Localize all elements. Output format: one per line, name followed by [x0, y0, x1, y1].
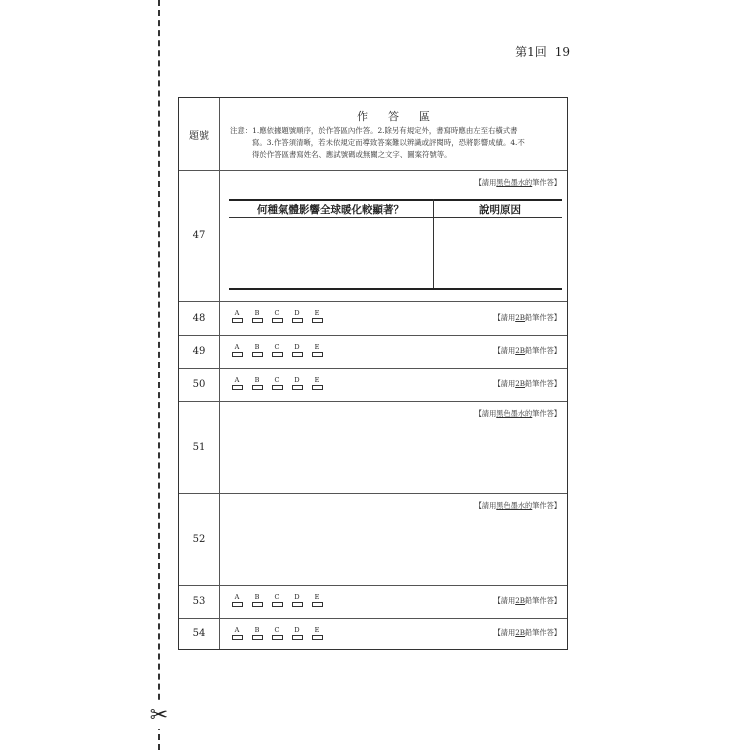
bubble-c[interactable]: C	[271, 344, 283, 357]
section-label: 第1回	[515, 45, 547, 59]
question-row-53	[179, 585, 567, 619]
question-number: 48	[179, 301, 220, 335]
bubble-b[interactable]: B	[251, 344, 263, 357]
instructions-line-1: 注意：1.應依據題號順序，於作答區內作答。2.除另有規定外，書寫時應由左至右橫式書	[230, 126, 518, 135]
bubble-d[interactable]: D	[291, 377, 303, 390]
bubble-a[interactable]: A	[231, 627, 243, 640]
scissors-icon: ✂	[146, 703, 172, 729]
bubble-e[interactable]: E	[311, 344, 323, 357]
question-row-54	[179, 618, 567, 649]
bubble-a[interactable]: A	[231, 377, 243, 390]
question-row-52	[179, 493, 567, 586]
question-row-47	[179, 170, 567, 302]
pencil-instruction: 【請用2B鉛筆作答】	[493, 596, 561, 605]
pencil-instruction: 【請用2B鉛筆作答】	[493, 346, 561, 355]
bubble-e[interactable]: E	[311, 310, 323, 323]
answer-sheet	[178, 97, 568, 650]
bubble-b[interactable]: B	[251, 377, 263, 390]
instructions-line-2: 寫。3.作答須清晰，若未依規定而導致答案難以辨識或評閱時，恐將影響成績。4.不	[252, 138, 525, 148]
choice-bubbles[interactable]	[231, 627, 323, 640]
q51-answer-area[interactable]	[220, 401, 567, 493]
pencil-instruction: 【請用2B鉛筆作答】	[493, 313, 561, 322]
question-row-50	[179, 368, 567, 402]
q47-answer-table[interactable]	[229, 199, 562, 290]
num-header: 題號	[179, 98, 220, 170]
question-number: 50	[179, 368, 220, 401]
bubble-b[interactable]: B	[251, 310, 263, 323]
bubble-d[interactable]: D	[291, 310, 303, 323]
choice-bubbles[interactable]	[231, 310, 323, 323]
page-header	[515, 43, 570, 60]
q47-column-2-header: 說明原因	[479, 204, 521, 216]
page-number: 19	[554, 45, 570, 59]
question-number: 49	[179, 335, 220, 368]
bubble-a[interactable]: A	[231, 594, 243, 607]
ink-instruction: 【請用黑色墨水的筆作答】	[474, 501, 561, 510]
bubble-d[interactable]: D	[291, 594, 303, 607]
bubble-e[interactable]: E	[311, 377, 323, 390]
bubble-c[interactable]: C	[271, 377, 283, 390]
bubble-a[interactable]: A	[231, 310, 243, 323]
pencil-instruction: 【請用2B鉛筆作答】	[493, 379, 561, 388]
q52-answer-area[interactable]	[220, 493, 567, 585]
bubble-c[interactable]: C	[271, 594, 283, 607]
choice-bubbles[interactable]	[231, 377, 323, 390]
instructions	[230, 125, 561, 162]
instructions-line-3: 得於作答區書寫姓名、應試號碼或無關之文字、圖案符號等。	[252, 150, 452, 160]
question-row-48	[179, 301, 567, 336]
bubble-c[interactable]: C	[271, 627, 283, 640]
bubble-d[interactable]: D	[291, 627, 303, 640]
bubble-b[interactable]: B	[251, 627, 263, 640]
pencil-instruction: 【請用2B鉛筆作答】	[493, 628, 561, 637]
question-number: 53	[179, 585, 220, 618]
question-number: 47	[179, 170, 220, 301]
question-row-51	[179, 401, 567, 494]
cut-line	[158, 0, 160, 750]
bubble-d[interactable]: D	[291, 344, 303, 357]
question-row-49	[179, 335, 567, 369]
bubble-b[interactable]: B	[251, 594, 263, 607]
ink-instruction: 【請用黑色墨水的筆作答】	[474, 409, 561, 418]
ink-instruction: 【請用黑色墨水的筆作答】	[474, 178, 561, 187]
question-number: 52	[179, 493, 220, 585]
question-number: 54	[179, 618, 220, 649]
choice-bubbles[interactable]	[231, 594, 323, 607]
bubble-e[interactable]: E	[311, 627, 323, 640]
choice-bubbles[interactable]	[231, 344, 323, 357]
bubble-c[interactable]: C	[271, 310, 283, 323]
question-number: 51	[179, 401, 220, 493]
bubble-e[interactable]: E	[311, 594, 323, 607]
bubble-a[interactable]: A	[231, 344, 243, 357]
sheet-header-row	[179, 98, 567, 171]
answer-area-title: 作答區	[357, 110, 450, 123]
q47-column-1-header: 何種氣體影響全球暖化較顯著？	[257, 204, 404, 216]
